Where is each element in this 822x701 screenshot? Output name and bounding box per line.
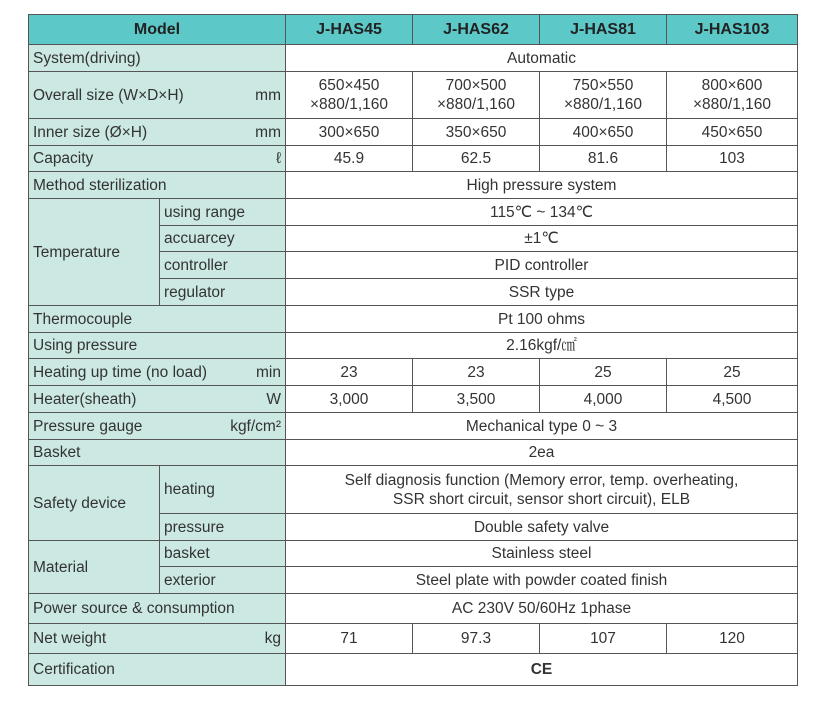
value-line: ×880/1,160	[309, 96, 388, 113]
header-row	[29, 15, 798, 45]
unit-capacity: ℓ	[275, 150, 281, 167]
value-heater-4: 4,500	[667, 386, 798, 413]
value-overall-size-4	[667, 72, 798, 119]
value-weight-3: 107	[540, 624, 667, 654]
row-overall-size	[29, 72, 798, 119]
value-gauge: Mechanical type 0 ~ 3	[286, 413, 798, 440]
row-certification	[29, 654, 798, 686]
value-certification: CE	[286, 654, 798, 686]
label-material-exterior: exterior	[160, 567, 286, 594]
value-capacity-2: 62.5	[413, 146, 540, 172]
label-heater-text: Heater(sheath)	[33, 390, 137, 408]
header-model-4: J-HAS103	[667, 15, 798, 45]
row-thermocouple	[29, 306, 798, 333]
row-pressure	[29, 333, 798, 359]
row-heater	[29, 386, 798, 413]
value-material-exterior: Steel plate with powder coated finish	[286, 567, 798, 594]
value-line: ×880/1,160	[563, 96, 642, 113]
label-heater	[29, 386, 286, 413]
value-overall-size-1	[286, 72, 413, 119]
value-weight-2: 97.3	[413, 624, 540, 654]
value-heating-time-3: 25	[540, 359, 667, 386]
unit-overall-size: mm	[255, 86, 281, 104]
label-temp-controller: controller	[160, 252, 286, 279]
value-line: ×880/1,160	[436, 96, 515, 113]
label-thermocouple: Thermocouple	[29, 306, 286, 333]
value-pressure: 2.16kgf/㎠	[286, 333, 798, 359]
value-basket: 2ea	[286, 440, 798, 466]
value-system: Automatic	[286, 45, 798, 72]
label-basket: Basket	[29, 440, 286, 466]
unit-inner-size: mm	[255, 123, 281, 141]
value-inner-size-4: 450×650	[667, 119, 798, 146]
value-heater-2: 3,500	[413, 386, 540, 413]
row-material-basket	[29, 541, 798, 567]
header-model-3: J-HAS81	[540, 15, 667, 45]
label-temp-range: using range	[160, 199, 286, 226]
value-heating-time-2: 23	[413, 359, 540, 386]
row-inner-size	[29, 119, 798, 146]
label-heating-time-text: Heating up time (no load)	[33, 363, 208, 381]
value-weight-1: 71	[286, 624, 413, 654]
value-line: 800×600	[701, 77, 763, 94]
label-safety-heating: heating	[160, 466, 286, 514]
value-material-basket: Stainless steel	[286, 541, 798, 567]
value-safety-heating	[286, 466, 798, 514]
value-overall-size-3	[540, 72, 667, 119]
value-capacity-1: 45.9	[286, 146, 413, 172]
spec-table	[28, 14, 798, 686]
value-power: AC 230V 50/60Hz 1phase	[286, 594, 798, 624]
value-inner-size-3: 400×650	[540, 119, 667, 146]
row-temperature-range	[29, 199, 798, 226]
row-safety-heating	[29, 466, 798, 514]
value-line: SSR short circuit, sensor short circuit), ELB	[392, 490, 691, 508]
value-temp-accuracy: ±1℃	[286, 226, 798, 252]
label-weight	[29, 624, 286, 654]
row-method	[29, 172, 798, 199]
value-temp-controller: PID controller	[286, 252, 798, 279]
label-certification: Certification	[29, 654, 286, 686]
value-inner-size-1: 300×650	[286, 119, 413, 146]
label-safety: Safety device	[29, 466, 160, 541]
value-capacity-4: 103	[667, 146, 798, 172]
label-gauge	[29, 413, 286, 440]
label-inner-size	[29, 119, 286, 146]
row-capacity	[29, 146, 798, 172]
label-system: System(driving)	[29, 45, 286, 72]
value-weight-4: 120	[667, 624, 798, 654]
value-line: ×880/1,160	[692, 96, 771, 113]
unit-heating-time: min	[256, 363, 281, 381]
value-inner-size-2: 350×650	[413, 119, 540, 146]
label-gauge-text: Pressure gauge	[33, 417, 143, 435]
label-capacity	[29, 146, 286, 172]
value-line: 700×500	[445, 77, 507, 94]
row-weight	[29, 624, 798, 654]
label-power: Power source & consumption	[29, 594, 286, 624]
label-temp-regulator: regulator	[160, 279, 286, 306]
label-heating-time	[29, 359, 286, 386]
value-overall-size-2	[413, 72, 540, 119]
value-heating-time-1: 23	[286, 359, 413, 386]
header-model: Model	[29, 15, 286, 45]
unit-gauge: kgf/cm²	[230, 417, 281, 435]
row-power	[29, 594, 798, 624]
label-method: Method sterilization	[29, 172, 286, 199]
value-method: High pressure system	[286, 172, 798, 199]
label-material-basket: basket	[160, 541, 286, 567]
unit-heater: W	[266, 390, 281, 408]
label-safety-pressure: pressure	[160, 514, 286, 541]
value-temp-range: 115℃ ~ 134℃	[286, 199, 798, 226]
value-heating-time-4: 25	[667, 359, 798, 386]
value-line: 750×550	[572, 77, 634, 94]
row-gauge	[29, 413, 798, 440]
value-thermocouple: Pt 100 ohms	[286, 306, 798, 333]
value-heater-1: 3,000	[286, 386, 413, 413]
label-capacity-text: Capacity	[33, 150, 94, 167]
value-heater-3: 4,000	[540, 386, 667, 413]
value-capacity-3: 81.6	[540, 146, 667, 172]
label-weight-text: Net weight	[33, 630, 107, 647]
value-safety-pressure: Double safety valve	[286, 514, 798, 541]
label-pressure: Using pressure	[29, 333, 286, 359]
value-temp-regulator: SSR type	[286, 279, 798, 306]
unit-weight: kg	[264, 630, 281, 647]
value-line: Self diagnosis function (Memory error, temp. overheating,	[344, 471, 739, 489]
row-system	[29, 45, 798, 72]
label-temp-accuracy: accuarcey	[160, 226, 286, 252]
label-material: Material	[29, 541, 160, 594]
label-overall-size	[29, 72, 286, 119]
label-inner-size-text: Inner size (Ø×H)	[33, 123, 148, 141]
header-model-2: J-HAS62	[413, 15, 540, 45]
row-heating-time	[29, 359, 798, 386]
header-model-1: J-HAS45	[286, 15, 413, 45]
value-line: 650×450	[318, 77, 380, 94]
label-temperature: Temperature	[29, 199, 160, 306]
label-overall-size-text: Overall size (W×D×H)	[33, 86, 184, 104]
row-basket	[29, 440, 798, 466]
